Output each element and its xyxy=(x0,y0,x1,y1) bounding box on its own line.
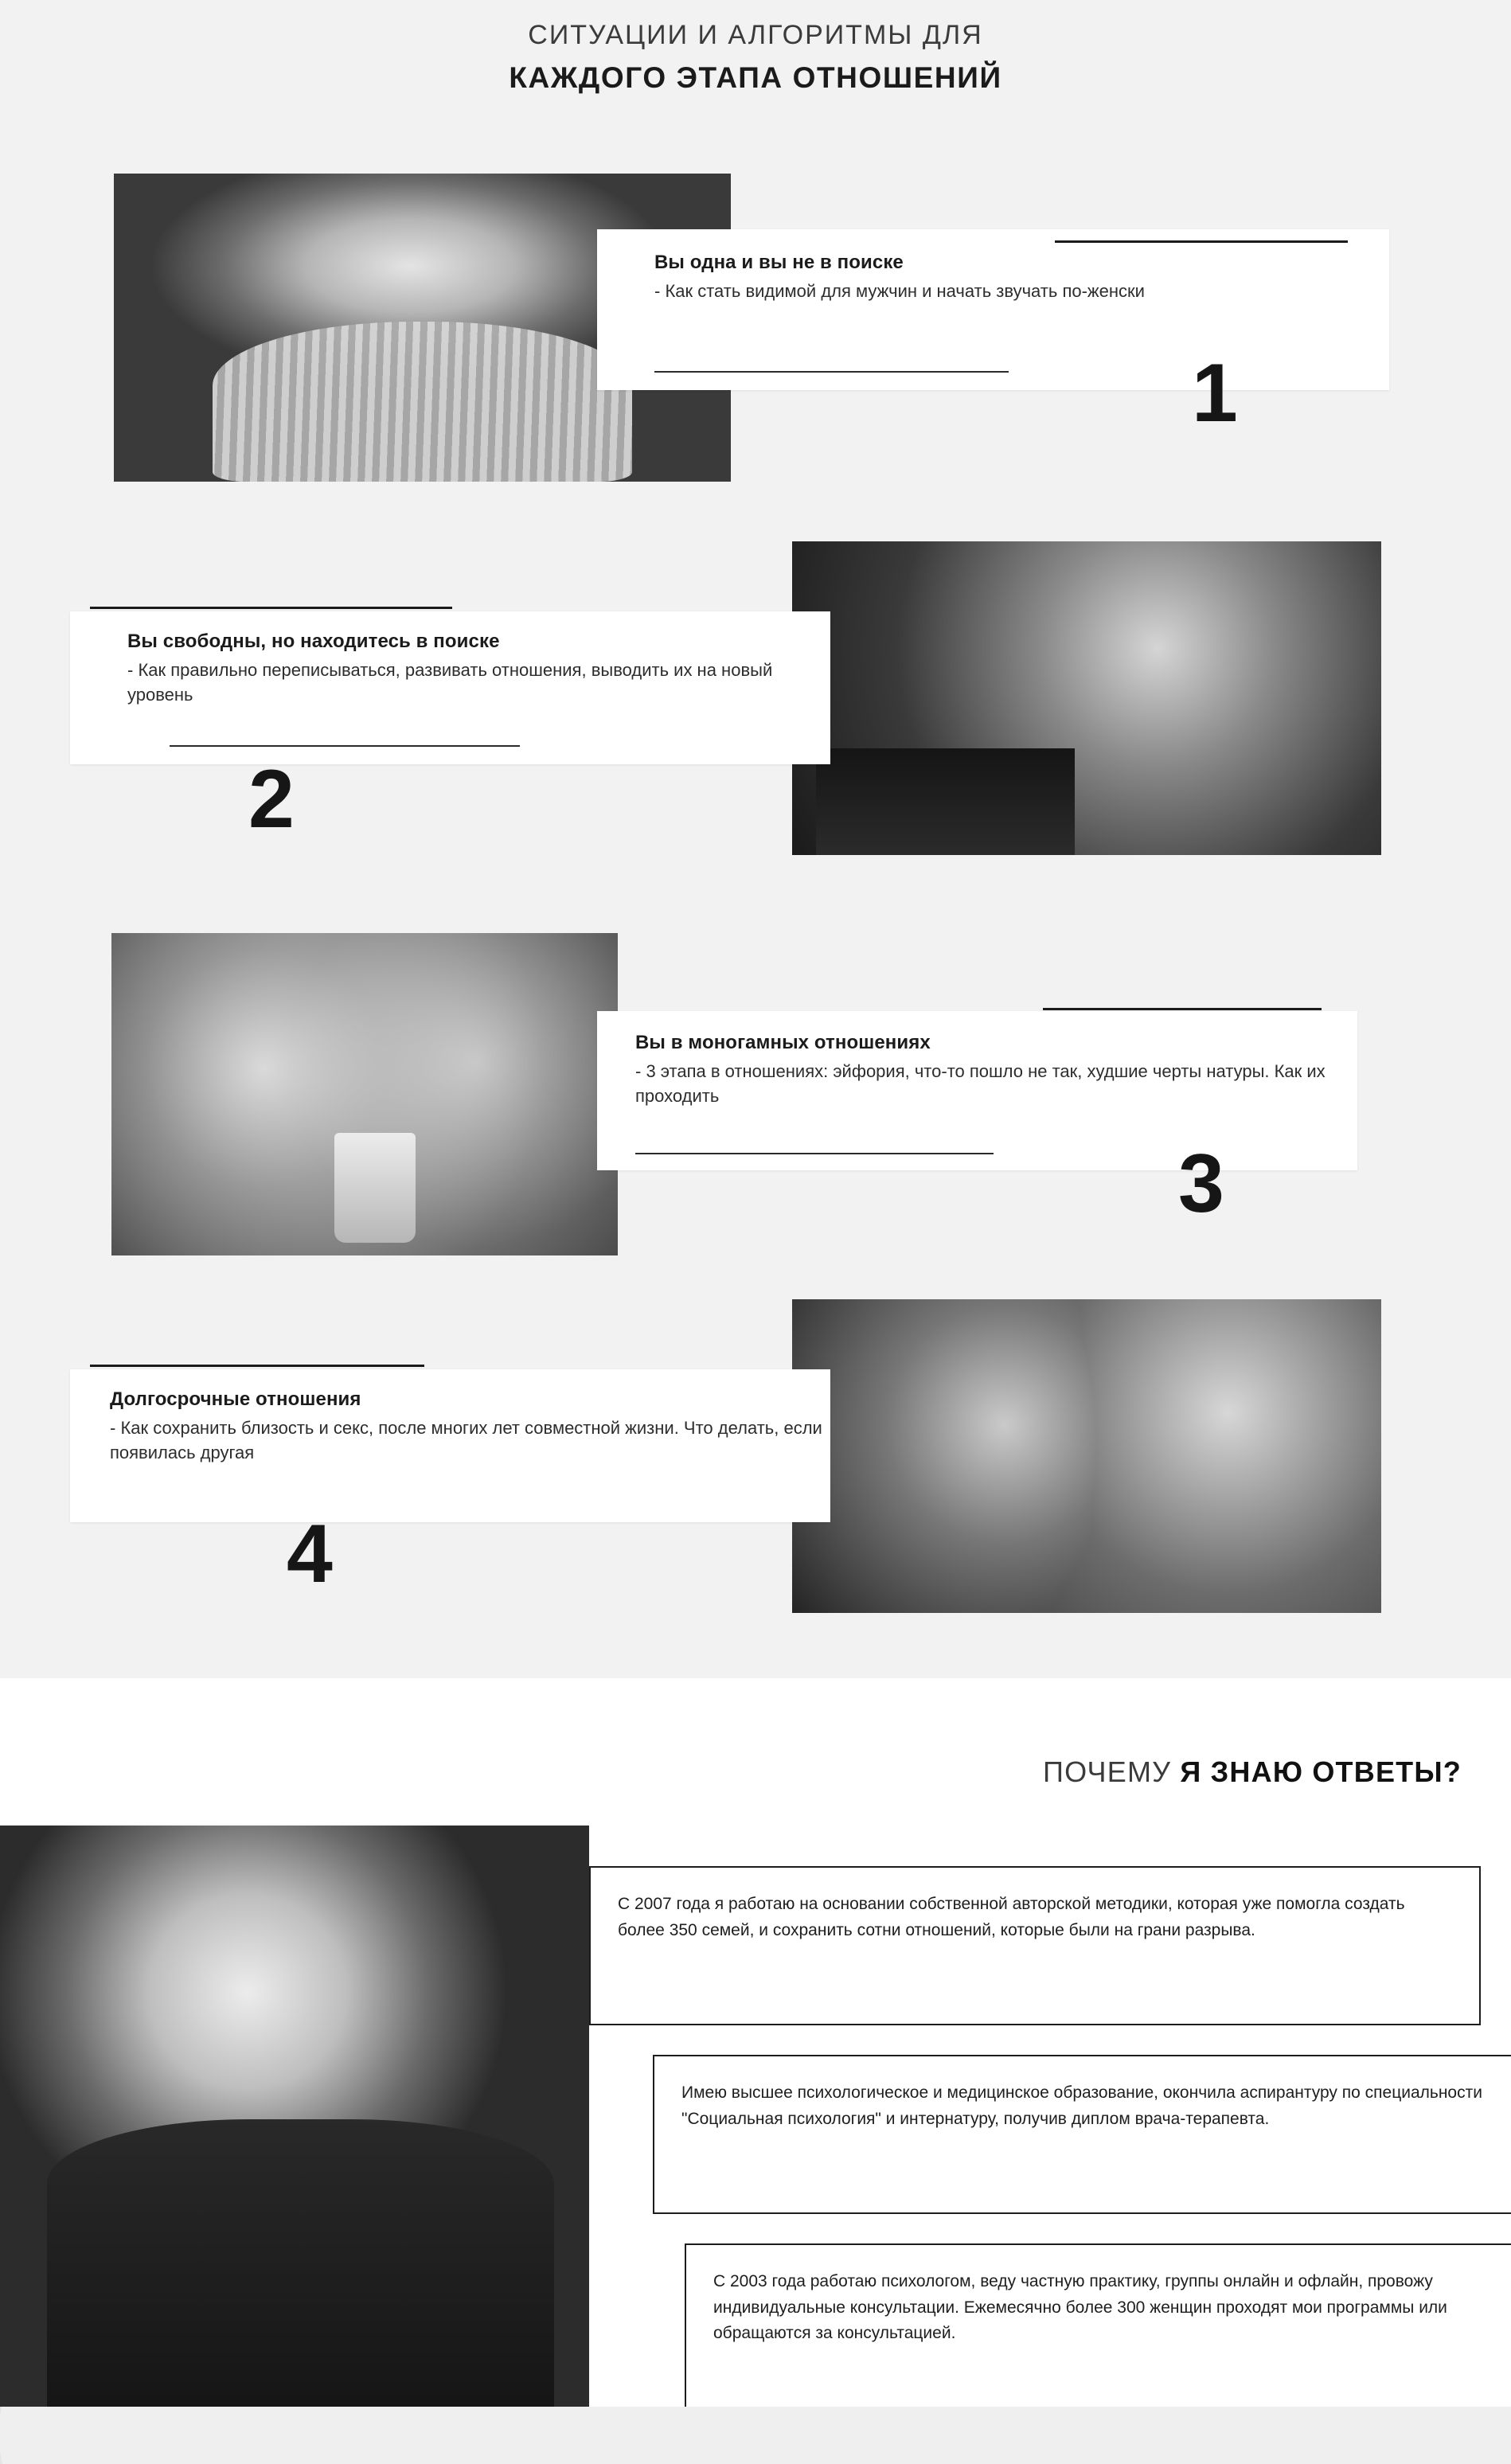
stage-1-heading: Вы одна и вы не в поиске xyxy=(654,252,904,273)
why-title-plain: ПОЧЕМУ xyxy=(1043,1755,1181,1788)
stage-3-text: - 3 этапа в отношениях: эйфория, что-то пошло не так, худшие черты натуры. Как их проходить xyxy=(635,1061,1326,1107)
stage-1-number: 1 xyxy=(1192,347,1236,439)
page-title xyxy=(0,18,1511,98)
title-line-2: КАЖДОГО ЭТАПА ОТНОШЕНИЙ xyxy=(509,61,1002,94)
why-card-2-text: Имею высшее психологическое и медицинское образование, окончила аспирантуру по специальности "Социальная психология" и интернатуру, получив диплом врача-терапевта. xyxy=(681,2083,1482,2128)
stage-4-rule-top xyxy=(90,1365,424,1367)
stage-3-rule-top xyxy=(1043,1008,1322,1010)
stage-3-card xyxy=(597,1011,1357,1170)
stage-3-number: 3 xyxy=(1178,1138,1223,1230)
stage-1-card xyxy=(597,229,1389,390)
why-title xyxy=(1043,1755,1462,1789)
why-card-3-text: С 2003 года работаю психологом, веду частную практику, группы онлайн и офлайн, провожу индивидуальные консультации. Ежемесячно более 300 женщин проходят мои программы или обращаются за консультацией. xyxy=(713,2272,1447,2343)
why-card-1 xyxy=(589,1866,1481,2025)
why-title-bold: Я ЗНАЮ ОТВЕТЫ? xyxy=(1180,1755,1462,1788)
stage-4-photo xyxy=(792,1299,1381,1613)
why-section xyxy=(0,1678,1511,2464)
why-card-3 xyxy=(685,2243,1511,2411)
stage-3-rule-bottom xyxy=(635,1153,994,1154)
stage-1-text: - Как стать видимой для мужчин и начать звучать по-женски xyxy=(654,281,1145,301)
title-line-1: СИТУАЦИИ И АЛГОРИТМЫ ДЛЯ xyxy=(528,20,983,50)
stage-2-card xyxy=(70,611,830,764)
marble-footer-strip xyxy=(0,2407,1511,2464)
stage-1-rule-bottom xyxy=(654,371,1009,373)
stage-2-rule-bottom xyxy=(170,745,520,747)
stage-2-number: 2 xyxy=(248,753,293,845)
stage-2-text: - Как правильно переписываться, развивать отношения, выводить их на новый уровень xyxy=(127,660,773,705)
stage-2-heading: Вы свободны, но находитесь в поиске xyxy=(127,631,500,652)
stage-4-text: - Как сохранить близость и секс, после многих лет совместной жизни. Что делать, если появилась другая xyxy=(110,1418,822,1463)
stage-1-rule-top xyxy=(1055,240,1348,243)
why-card-2 xyxy=(653,2055,1511,2214)
stage-3-photo xyxy=(111,933,618,1255)
stage-4-card xyxy=(70,1369,830,1522)
author-photo xyxy=(0,1826,589,2464)
stage-2-photo xyxy=(792,541,1381,855)
why-card-1-text: С 2007 года я работаю на основании собственной авторской методики, которая уже помогла создать более 350 семей, и сохранить сотни отношений, которые были на грани разрыва. xyxy=(618,1895,1405,1939)
stage-3-heading: Вы в моногамных отношениях xyxy=(635,1032,931,1053)
stage-4-number: 4 xyxy=(287,1508,331,1600)
stage-2-rule-top xyxy=(90,607,452,609)
stage-4-heading: Долгосрочные отношения xyxy=(110,1388,361,1410)
